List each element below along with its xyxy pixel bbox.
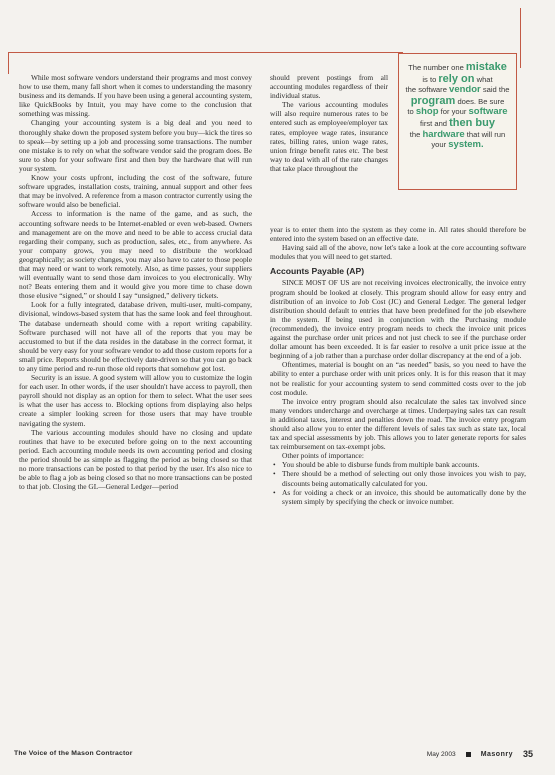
body-paragraph: Having said all of the above, now let's take a look at the core accounting software modules that you will need to get started. — [270, 243, 526, 262]
body-paragraph: The invoice entry program should also recalculate the sales tax involved since many vendors undercharge and overcharge at times. Underpaying sales tax can result in additional taxes, interest and penalties down the road. The invoice entry program should also allow you to enter the different levels of sales tax such as state tax, local tax and special assessments by job. This allows you to later generate reports for sales tax reimbursement on tax-exempt jobs. — [270, 396, 526, 452]
body-paragraph: Security is an issue. A good system will allow you to customize the login for each user. In other words, if the user shouldn't have access to payroll, then payroll should not display as an option for them to select. What the user sees is what the user has access to. Blocking options from displaying also helps create a simpler looking screen for those users that may have trouble navigating the system. — [19, 373, 252, 428]
right-column — [270, 225, 526, 506]
pull-quote-line: is to rely on what — [422, 72, 493, 85]
section-heading: Accounts Payable (AP) — [270, 266, 365, 277]
body-paragraph: The various accounting modules should have no closing and update routines that have to be executed before going on to the next accounting period. Each accounting module needs its own accounting period and closing the period should be as simple as flagging the period as being closed so that no more transactions can be posted to that period by the user. It's also nice to be able to flag a job as being closed so that no more transactions can be posted to that job. Closing the GL—General Ledger—period — [19, 427, 252, 492]
square-bullet-icon — [466, 752, 471, 757]
pull-quote-line: program does. Be sure — [410, 94, 505, 107]
frame-left-rule — [8, 52, 9, 74]
body-paragraph: SINCE MOST OF US are not receiving invoices electronically, the invoice entry program should be looked at closely. This program should allow for easy entry and distribution of an invoice to Job Cost (JC) and General Ledger. The general ledger distribution should default to entries that have been predefined for the job elsewhere in the system. If being used in conjunction with the Purchasing module (recommended), the invoice entry program needs to check the invoice unit prices against the purchase order unit prices and not just check to see if the purchase order dollar amount has been exceeded. It is far easier to resolve a unit price issue at the beginning of a job rather than a purchase order dollar discrepancy at the end of a job. — [270, 278, 526, 361]
list-item: • You should be able to disburse funds from multiple bank accounts. — [282, 460, 526, 469]
body-paragraph: Know your costs upfront, including the cost of the software, future software upgrades, installation costs, training, annual support and other fees that may be involved. A reference from a mason contractor currently using the software would also be beneficial. — [19, 173, 252, 210]
pull-quote-line: the software vendor said the — [405, 84, 510, 96]
points-list — [270, 460, 526, 505]
right-column-top — [270, 73, 388, 173]
footer-info — [427, 749, 533, 759]
body-paragraph: The various accounting modules will also require numerous rates to be entered such as employee/employer tax rates, employee wage rates, insurance rates, billing rates, union wage rates, union fringe benefit rates etc. The best way to deal with all of the rate changes that take place throughout the — [270, 100, 388, 173]
frame-top-rule — [8, 52, 403, 53]
pull-quote-line: the hardware that will run — [409, 128, 506, 140]
pull-quote-line: your system. — [431, 139, 484, 151]
pull-quote-line: to shop for your software — [407, 106, 508, 118]
pull-quote-line: The number one mistake — [408, 61, 507, 73]
list-item: • As for voiding a check or an invoice, this should be automatically done by the system simply by specifying the check or invoice number. — [282, 488, 526, 506]
body-paragraph: Look for a fully integrated, database driven, multi-user, multi-company, divisional, windows-based system that has the same look and feel throughout. The database underneath should come with a report writing capability. Software purchased will not have all of the reports that you may be accustomed to but if the data resides in the database in the correct format, it should be very easy for your software vendor to add those custom reports for a small price. Reports should be effectively date-driven so that you can go back to any time period and re-run those old reports that somehow got lost. — [19, 300, 252, 373]
frame-right-rule — [520, 8, 521, 68]
body-paragraph: Changing your accounting system is a big deal and you need to thoroughly shake down the proposed system before you buy—kick the tires so to speak—by setting up a job and processing some transactions. The number one mistake is to rely on what the software vendor said the program does. Be sure to shop for your software first and then buy the hardware that will run your system. — [19, 118, 252, 173]
list-item: • There should be a method of selecting out only those invoices you wish to pay, discounts being automatically calculated for you. — [282, 469, 526, 487]
page-number: 35 — [522, 749, 533, 759]
footer-publication: The Voice of the Mason Contractor — [14, 750, 133, 757]
body-paragraph: Access to information is the name of the game, and as such, the accounting software needs to be Internet-enabled or even web-based. Owners and management are on the move and need to be able to access crucial data regarding their company, such as production, sales, etc., from anywhere. As your company grows, you may need to distribute the workload geographically; as society changes, you may also have to cater to those people that may need or want to work remotely. Also, as time passes, your suppliers will eventually want to send those darn invoices to you electronically. Why not? Beats entering them and it would give you more time to chase down those elusive “signed,” or should I say “unsigned,” delivery tickets. — [19, 209, 252, 301]
pull-quote-line: first and then buy — [420, 116, 495, 129]
footer-date: May 2003 — [426, 750, 456, 758]
body-paragraph: should prevent postings from all accounting modules regardless of their individual status. — [270, 73, 388, 101]
points-intro: Other points of importance: — [282, 451, 364, 461]
pull-quote — [398, 53, 517, 190]
body-paragraph: While most software vendors understand their programs and most convey how to use them, many fall short when it comes to understanding the masonry business and its demands. If you have been using a general accounting system, like QuickBooks by Intuit, you may have come to the conclusion that something was missing. — [19, 73, 252, 119]
footer-magazine: Masonry — [480, 750, 513, 758]
body-paragraph: year is to enter them into the system as they come in. All rates should therefore be entered into the system based on an effective date. — [270, 225, 526, 244]
left-column — [19, 73, 252, 491]
body-paragraph: Oftentimes, material is bought on an “as needed” basis, so you need to have the ability to enter a purchase order with unit prices only. It is for this reason that it may not be realistic for your accounting system to send committed costs over to the job cost module. — [270, 360, 526, 397]
